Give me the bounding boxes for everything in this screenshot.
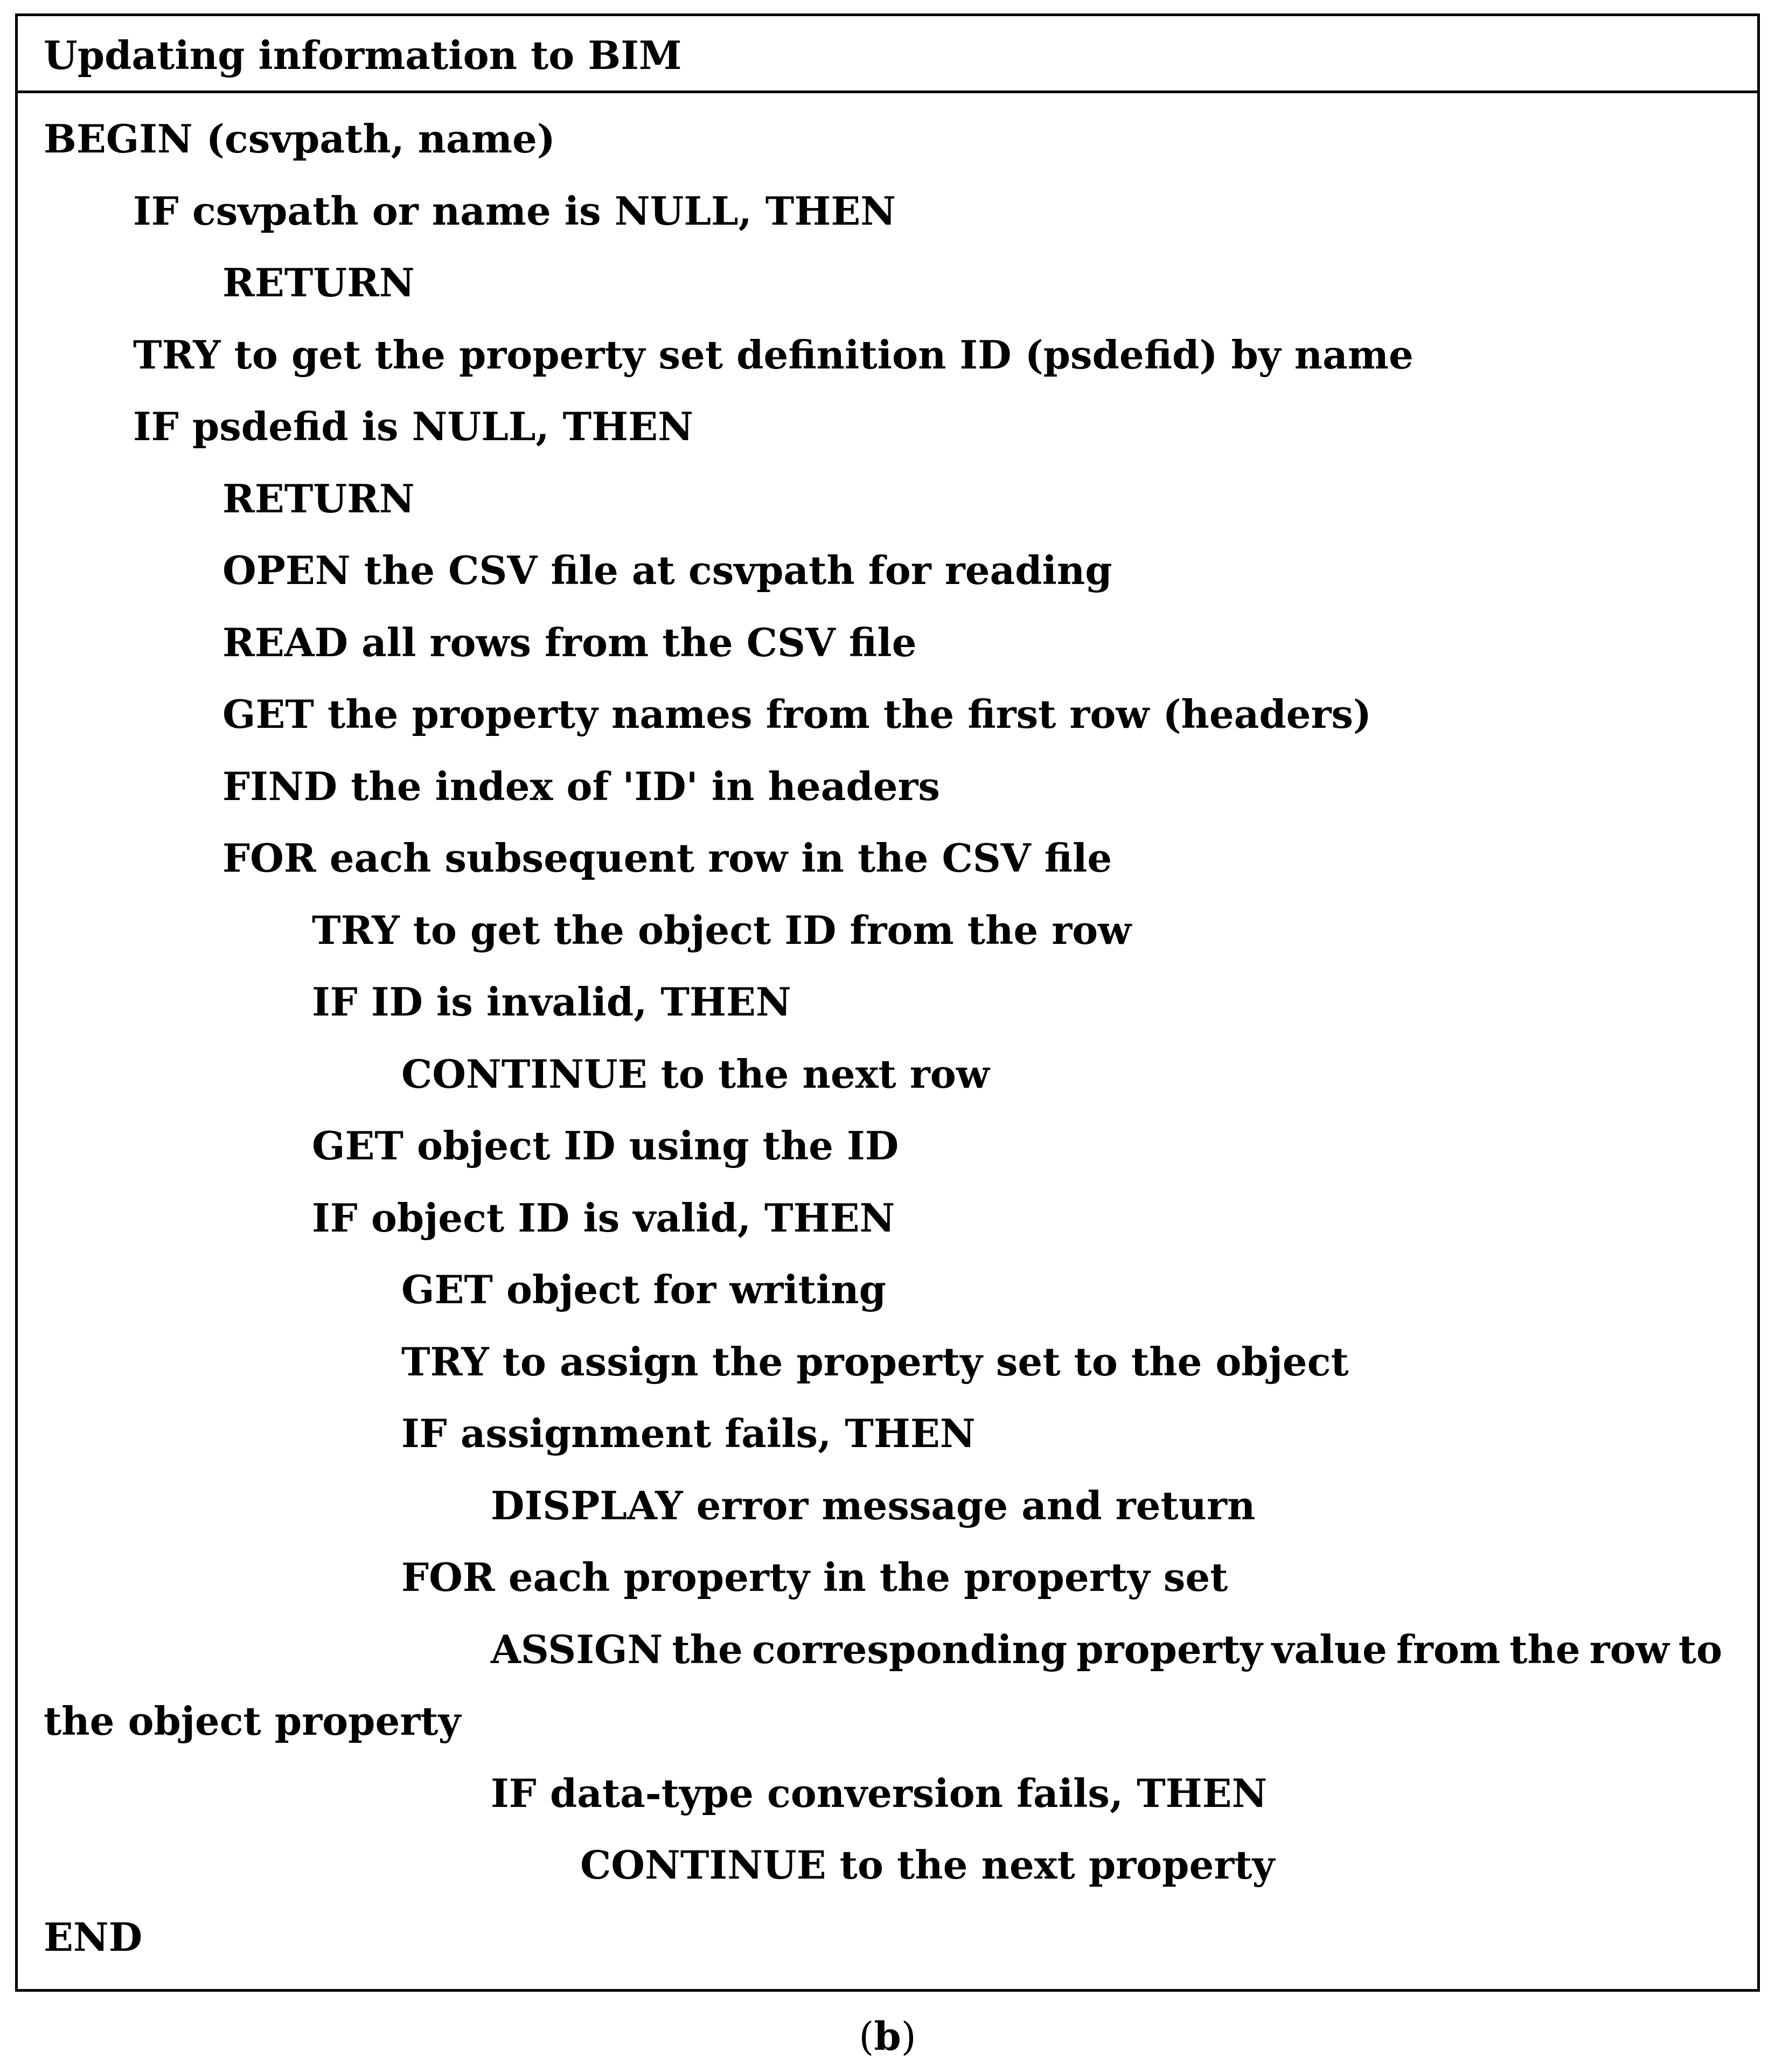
code-line: GET object for writing — [401, 1267, 886, 1312]
code-word: corresponding — [751, 1626, 1068, 1672]
algorithm-body — [18, 93, 1757, 1994]
code-line: FOR each subsequent row in the CSV file — [222, 835, 1112, 881]
code-line: RETURN — [222, 475, 415, 522]
code-line: FIND the index of 'ID' in headers — [222, 763, 940, 809]
code-line: OPEN the CSV file at csvpath for reading — [222, 547, 1112, 593]
code-word: property — [1076, 1626, 1263, 1672]
code-line: RETURN — [222, 260, 415, 305]
figure-caption — [0, 2012, 1775, 2061]
caption-open: ( — [859, 2014, 874, 2059]
code-line: READ all rows from the CSV file — [222, 619, 917, 665]
caption-close: ) — [901, 2014, 916, 2059]
code-line: IF data-type conversion fails, THEN — [491, 1770, 1268, 1816]
code-line: IF object ID is valid, THEN — [312, 1194, 895, 1241]
code-line: END — [44, 1914, 143, 1960]
code-line — [491, 1625, 1722, 1674]
code-word: to — [1678, 1626, 1722, 1672]
code-word: the — [672, 1626, 743, 1672]
algorithm-header — [18, 16, 1757, 93]
code-line: DISPLAY error message and return — [491, 1482, 1256, 1528]
code-word: row — [1589, 1626, 1669, 1672]
code-line: GET the property names from the first row (headers) — [222, 691, 1372, 737]
code-line: the object property — [44, 1698, 461, 1744]
code-line: TRY to get the property set definition ID (psdefid) by name — [133, 331, 1414, 378]
algorithm-title: Updating information to BIM — [44, 32, 682, 78]
code-word: from — [1396, 1626, 1501, 1672]
code-line: TRY to get the object ID from the row — [312, 907, 1132, 953]
code-word: value — [1271, 1626, 1387, 1672]
code-line: TRY to assign the property set to the object — [401, 1338, 1349, 1385]
code-line: FOR each property in the property set — [401, 1554, 1228, 1600]
code-line: CONTINUE to the next property — [580, 1842, 1275, 1888]
algorithm-box — [15, 13, 1760, 1992]
caption-label: b — [874, 2013, 901, 2059]
code-line: CONTINUE to the next row — [401, 1051, 990, 1097]
code-word: ASSIGN — [491, 1626, 663, 1672]
code-line: IF assignment fails, THEN — [401, 1410, 976, 1456]
code-word: the — [1509, 1626, 1581, 1672]
code-line: IF psdefid is NULL, THEN — [133, 404, 693, 449]
code-line: BEGIN (csvpath, name) — [44, 116, 555, 162]
code-line: IF ID is invalid, THEN — [312, 979, 791, 1025]
code-line: IF csvpath or name is NULL, THEN — [133, 187, 896, 234]
code-line: GET object ID using the ID — [312, 1123, 899, 1169]
